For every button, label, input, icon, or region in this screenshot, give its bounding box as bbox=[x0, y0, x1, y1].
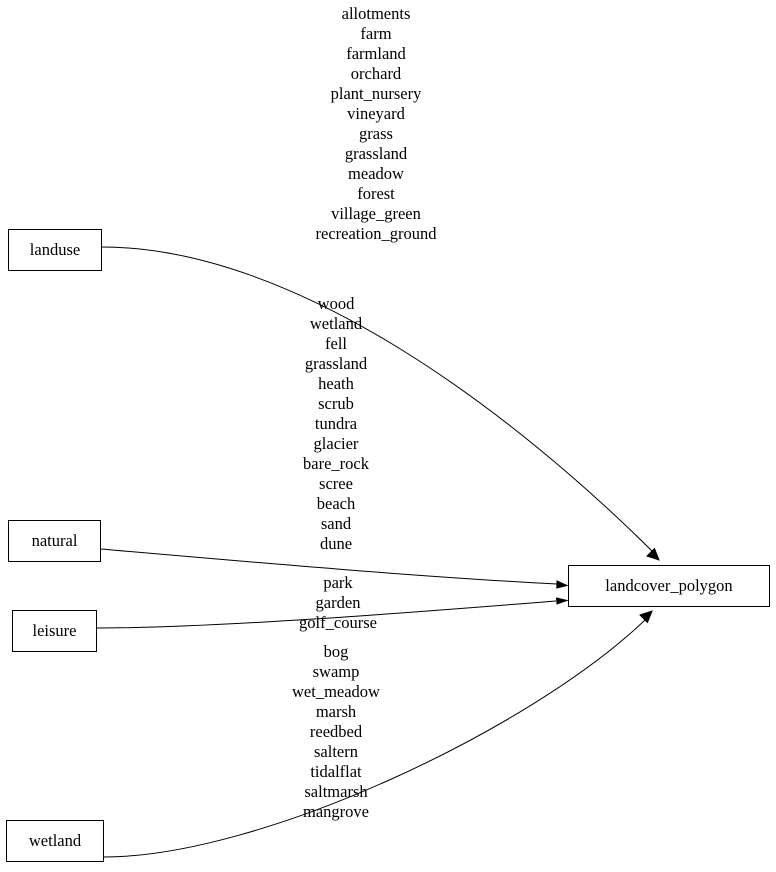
edge-value: bog bbox=[323, 642, 349, 661]
edge-value: sand bbox=[320, 514, 352, 533]
edge-value: mangrove bbox=[303, 802, 369, 821]
edge-value: swamp bbox=[312, 662, 360, 681]
edge-value: forest bbox=[357, 184, 395, 203]
edge-label-landuse-values bbox=[248, 4, 504, 244]
edge-value: heath bbox=[318, 374, 354, 393]
edge-value: farmland bbox=[346, 44, 406, 63]
edge-value: fell bbox=[325, 334, 347, 353]
edge-label-natural-values bbox=[286, 294, 386, 554]
edge-value: vineyard bbox=[347, 104, 405, 123]
edge-value: farm bbox=[360, 24, 392, 43]
edge-value: beach bbox=[316, 494, 356, 513]
edge-value: golf_course bbox=[299, 613, 377, 632]
node-landcover-polygon[interactable] bbox=[568, 565, 770, 607]
edge-value: reedbed bbox=[309, 722, 363, 741]
edge-value: grassland bbox=[304, 354, 368, 373]
node-label: natural bbox=[31, 530, 78, 550]
edge-value: tundra bbox=[314, 414, 358, 433]
edge-value: marsh bbox=[315, 702, 357, 721]
edge-value: scrub bbox=[318, 394, 354, 413]
edge-value: recreation_ground bbox=[315, 224, 437, 243]
edge-value: wet_meadow bbox=[292, 682, 380, 701]
edge-value: saltmarsh bbox=[304, 782, 368, 801]
edge-value: village_green bbox=[331, 204, 421, 223]
edge-value: bare_rock bbox=[303, 454, 369, 473]
node-landuse[interactable] bbox=[8, 229, 102, 271]
node-label: leisure bbox=[32, 620, 77, 640]
node-label: landcover_polygon bbox=[605, 575, 733, 595]
edge-value: allotments bbox=[341, 4, 411, 23]
node-label: landuse bbox=[29, 239, 81, 259]
edge-value: tidalflat bbox=[310, 762, 362, 781]
node-leisure[interactable] bbox=[12, 610, 97, 652]
edge-value: wetland bbox=[309, 314, 363, 333]
node-wetland[interactable] bbox=[6, 820, 104, 862]
edge-label-leisure-values bbox=[286, 573, 390, 633]
edge-value: grass bbox=[359, 124, 393, 143]
edge-value: glacier bbox=[313, 434, 359, 453]
edge-value: orchard bbox=[350, 64, 402, 83]
edge-value: saltern bbox=[314, 742, 358, 761]
edge-value: plant_nursery bbox=[330, 84, 422, 103]
edge-value: dune bbox=[319, 534, 353, 553]
edge-value: scree bbox=[319, 474, 353, 493]
node-natural[interactable] bbox=[8, 520, 101, 562]
node-label: wetland bbox=[28, 830, 82, 850]
edge-label-wetland-values bbox=[272, 642, 400, 822]
edge-value: wood bbox=[317, 294, 355, 313]
edge-value: grassland bbox=[344, 144, 408, 163]
edge-value: park bbox=[323, 573, 353, 592]
edge-value: garden bbox=[315, 593, 361, 612]
edge-value: meadow bbox=[348, 164, 404, 183]
